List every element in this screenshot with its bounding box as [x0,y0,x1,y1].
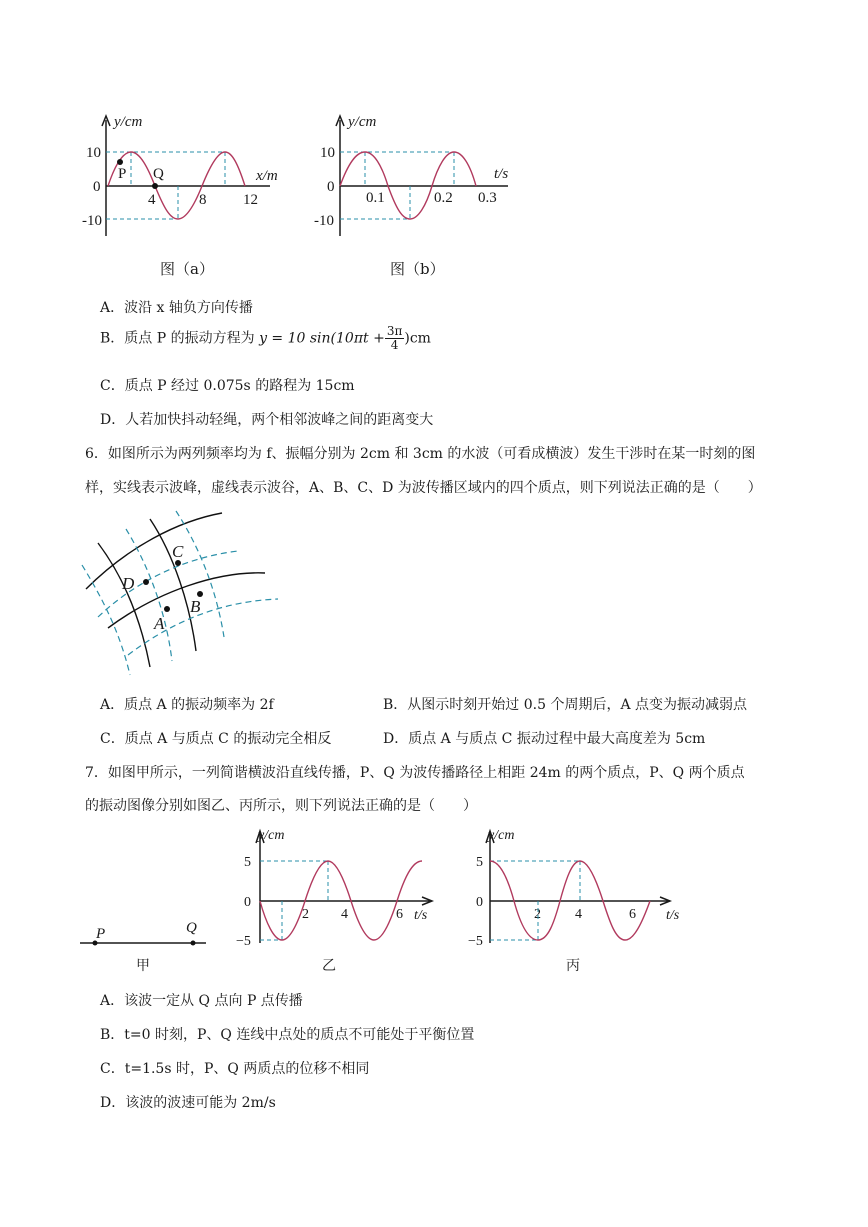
q7-yi-xlabel: t/s [414,908,428,923]
q7-yi-xtick-2: 2 [302,907,309,922]
q6-point-d-dot [143,579,149,585]
q7-bing-ytick-5: 5 [476,855,483,870]
q7-stem-line2: 的振动图像分别如图乙、丙所示，则下列说法正确的是（ ） [85,798,477,814]
figure-b-axes [336,116,508,236]
q7-yi-ytick-5: 5 [244,855,251,870]
q6-point-c: C [172,542,184,561]
figure-a-ytick-10: 10 [86,145,101,161]
q7-bing-ylabel: y/cm [488,828,515,843]
q6-point-b: B [190,597,201,616]
figure-b-xtick-0.1: 0.1 [366,190,385,206]
q7-figure-bing [470,825,685,950]
figure-a-point-p-dot [117,159,123,165]
figure-a-caption: 图（a） [160,260,214,278]
q7-option-b[interactable]: B．t=0 时刻，P、Q 连线中点处的质点不可能处于平衡位置 [100,1027,475,1043]
q5-option-b-frac-den: 4 [390,338,399,352]
q6-point-d: D [122,574,135,593]
q6-stem-line1: 6．如图所示为两列频率均为 f、振幅分别为 2cm 和 3cm 的水波（可看成横波）发生干涉时在某一时刻的图 [85,446,756,462]
figure-a-ytick-0: 0 [93,179,101,195]
figure-b-ytick-10: 10 [320,145,335,161]
figure-b-ytick-0: 0 [327,179,335,195]
figure-a-ytick-neg10: -10 [82,213,102,229]
q5-option-b[interactable] [100,325,431,352]
q5-option-b-fraction [385,325,405,352]
figure-a-point-q: Q [153,166,164,182]
q5-option-c[interactable]: C．质点 P 经过 0.075s 的路程为 15cm [100,378,355,394]
q7-bing-xtick-6: 6 [629,907,636,922]
q7-yi-caption: 乙 [322,958,336,974]
q7-bing-xlabel: t/s [666,908,680,923]
figure-b [310,110,530,250]
q7-jia-caption: 甲 [136,958,150,974]
figure-b-xtick-0.2: 0.2 [434,190,453,206]
q6-point-a-dot [164,606,170,612]
q6-trough-lines [82,511,278,675]
figure-a-xlabel: x/m [256,168,278,184]
q5-option-d[interactable]: D．人若加快抖动轻绳，两个相邻波峰之间的距离变大 [100,412,434,428]
q7-bing-xtick-2: 2 [534,907,541,922]
q6-point-a: A [154,614,165,633]
q7-bing-caption: 丙 [566,958,580,974]
q7-option-c[interactable]: C．t=1.5s 时，P、Q 两质点的位移不相同 [100,1061,370,1077]
q7-jia-q-dot [191,941,196,946]
q7-yi-xtick-4: 4 [341,907,348,922]
q7-yi-xtick-6: 6 [396,907,403,922]
q7-stem-line1: 7．如图甲所示，一列简谐横波沿直线传播，P、Q 为波传播路径上相距 24m 的两个质点，P、Q 两个质点 [85,765,745,781]
figure-a-xtick-12: 12 [243,192,258,208]
figure-b-xtick-0.3: 0.3 [478,190,497,206]
figure-a-ylabel: y/cm [114,114,143,130]
figure-a-xtick-8: 8 [199,192,207,208]
figure-a-point-q-dot [152,183,158,189]
figure-b-ylabel: y/cm [348,114,377,130]
q6-option-a[interactable]: A．质点 A 的振动频率为 2f [100,697,274,713]
q7-figure-yi [236,825,440,950]
q7-jia-q: Q [186,920,197,936]
q7-yi-ytick-0: 0 [244,895,251,910]
q7-yi-ytick-neg5: −5 [236,934,251,949]
q6-option-d[interactable]: D．质点 A 与质点 C 振动过程中最大高度差为 5cm [383,731,706,747]
q6-option-c[interactable]: C．质点 A 与质点 C 的振动完全相反 [100,731,332,747]
figure-a-axes [102,116,270,236]
q7-option-d[interactable]: D．该波的波速可能为 2m/s [100,1095,276,1111]
q6-interference-figure [78,505,278,680]
q6-stem-line2: 样，实线表示波峰，虚线表示波谷，A、B、C、D 为波传播区域内的四个质点，则下列说法正确的是（ ） [85,480,762,496]
q7-bing-ytick-neg5: −5 [468,934,483,949]
q5-option-b-formula-rhs: )cm [404,330,431,347]
figure-a-point-p: P [118,166,127,182]
q7-bing-xtick-4: 4 [575,907,582,922]
q7-jia-p: P [96,926,106,942]
figure-b-caption: 图（b） [390,260,445,278]
q6-crest-lines [86,513,265,667]
q5-option-a[interactable]: A．波沿 x 轴负方向传播 [100,300,253,316]
q7-bing-ytick-0: 0 [476,895,483,910]
figure-b-xlabel: t/s [494,166,509,182]
q5-option-b-formula-lhs: y = 10 sin(10πt + [259,330,385,347]
q7-option-a[interactable]: A．该波一定从 Q 点向 P 点传播 [100,993,303,1009]
q5-option-b-frac-num: 3π [386,324,403,338]
q5-option-b-text: B．质点 P 的振动方程为 [100,330,255,347]
figure-a-xtick-4: 4 [148,192,156,208]
figure-b-ytick-neg10: -10 [314,213,334,229]
q6-option-b[interactable]: B．从图示时刻开始过 0.5 个周期后，A 点变为振动减弱点 [383,697,748,713]
q7-yi-ylabel: y/cm [258,828,285,843]
figure-a [80,110,300,250]
